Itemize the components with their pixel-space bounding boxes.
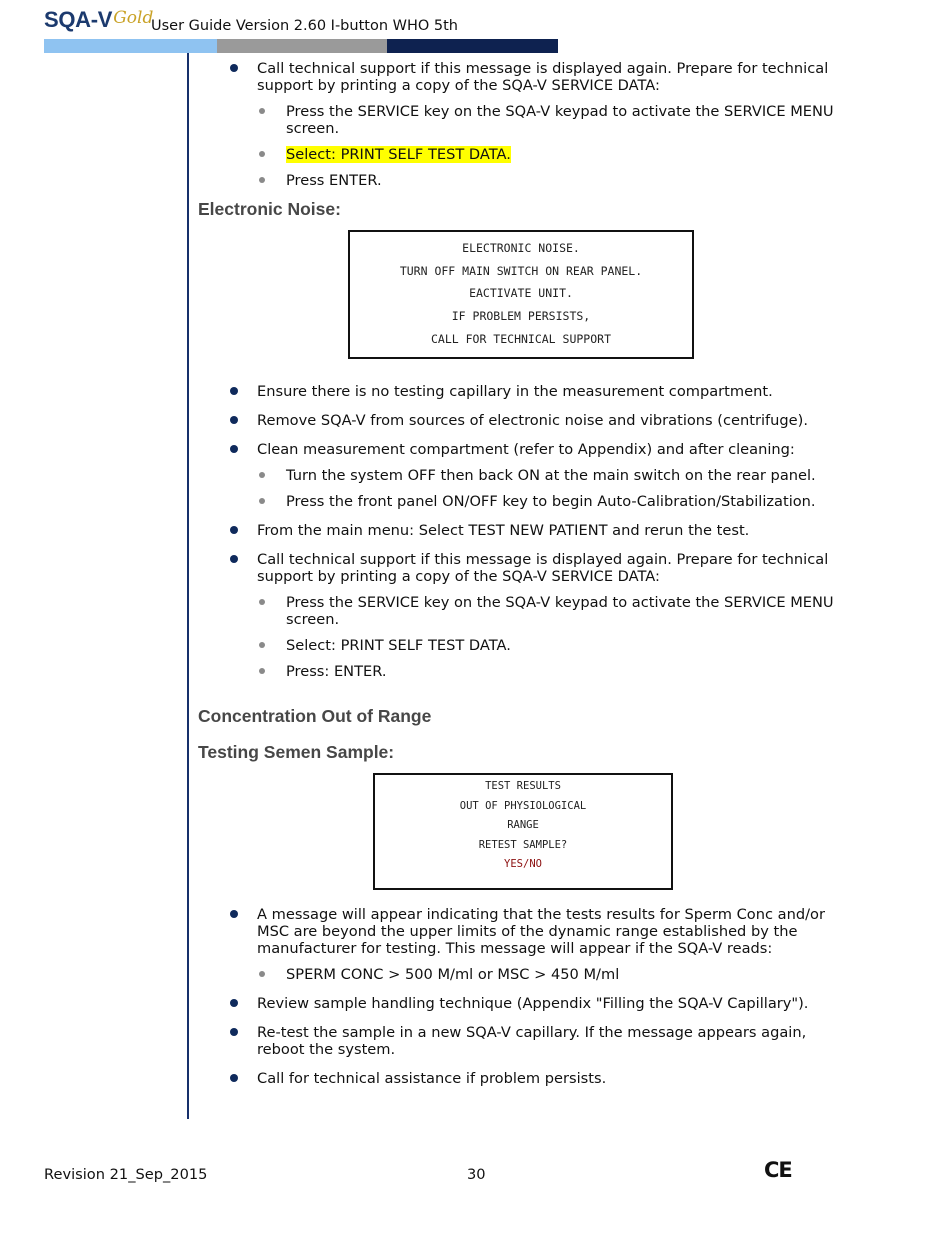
sub-list-item bbox=[286, 594, 858, 628]
document-title: User Guide Version 2.60 I-button WHO 5th bbox=[151, 18, 458, 34]
bullet-text: Review sample handling technique (Appendix "Filling the SQA-V Capillary"). bbox=[257, 995, 809, 1012]
bullet-text: Remove SQA-V from sources of electronic noise and vibrations (centrifuge). bbox=[257, 412, 808, 429]
sub-bullet-text: Press: ENTER. bbox=[286, 663, 387, 680]
page-header bbox=[44, 6, 564, 56]
ce-mark-icon: CE bbox=[764, 1158, 792, 1182]
screen-line: EACTIVATE UNIT. bbox=[469, 286, 573, 301]
sub-list-item bbox=[286, 493, 858, 510]
logo-main-text: SQA-V bbox=[44, 7, 113, 32]
sub-list bbox=[257, 966, 858, 983]
sub-list bbox=[257, 594, 858, 680]
sub-list-item bbox=[286, 172, 858, 189]
header-bar-navy bbox=[387, 39, 558, 53]
logo-gold-text: Gold bbox=[113, 8, 154, 28]
list-item bbox=[257, 551, 858, 680]
section-heading-concentration: Concentration Out of Range bbox=[198, 706, 432, 726]
electronic-noise-bullet-list bbox=[198, 383, 858, 680]
sub-list-item bbox=[286, 103, 858, 137]
list-item bbox=[257, 1070, 858, 1087]
sub-bullet-text: Press the SERVICE key on the SQA-V keypad to activate the SERVICE MENU screen. bbox=[286, 103, 834, 137]
sub-list-item bbox=[286, 966, 858, 983]
bullet-text: From the main menu: Select TEST NEW PATIENT and rerun the test. bbox=[257, 522, 750, 539]
sub-list-item bbox=[286, 663, 858, 680]
footer-revision: Revision 21_Sep_2015 bbox=[44, 1166, 208, 1183]
list-item bbox=[257, 995, 858, 1012]
device-screen-test-results bbox=[373, 773, 673, 890]
list-item bbox=[257, 383, 858, 400]
header-bar-light-blue bbox=[44, 39, 217, 53]
page-content bbox=[198, 60, 858, 1099]
screen-prompt-yes-no: YES/NO bbox=[504, 858, 542, 871]
header-bar-gray bbox=[217, 39, 387, 53]
sub-list-item bbox=[286, 637, 858, 654]
screen-line: IF PROBLEM PERSISTS, bbox=[451, 309, 591, 324]
left-margin-rule bbox=[187, 53, 189, 1119]
bullet-text: Call for technical assistance if problem persists. bbox=[257, 1070, 607, 1087]
screen-line: RETEST SAMPLE? bbox=[478, 838, 568, 851]
sub-bullet-text: Turn the system OFF then back ON at the main switch on the rear panel. bbox=[286, 467, 816, 484]
concentration-bullet-list bbox=[198, 906, 858, 1087]
sub-list-item bbox=[286, 146, 858, 163]
bullet-text: Ensure there is no testing capillary in the measurement compartment. bbox=[257, 383, 773, 400]
sub-list bbox=[257, 103, 858, 189]
bullet-text: A message will appear indicating that the tests results for Sperm Conc and/or MSC are beyond the upper limits of the dynamic range established by the manufacturer for testing. This message will appear if the SQA-V reads: bbox=[257, 906, 825, 957]
sub-bullet-text: Press the SERVICE key on the SQA-V keypad to activate the SERVICE MENU screen. bbox=[286, 594, 834, 628]
sub-list-item bbox=[286, 467, 858, 484]
list-item bbox=[257, 522, 858, 539]
list-item bbox=[257, 441, 858, 510]
bullet-text: Call technical support if this message is displayed again. Prepare for technical support by printing a copy of the SQA-V SERVICE DATA: bbox=[257, 60, 829, 94]
top-bullet-list bbox=[198, 60, 858, 189]
bullet-text: Clean measurement compartment (refer to Appendix) and after cleaning: bbox=[257, 441, 795, 458]
sub-bullet-text: Select: PRINT SELF TEST DATA. bbox=[286, 637, 511, 654]
list-item bbox=[257, 60, 858, 189]
screen-line: TEST RESULTS bbox=[485, 780, 561, 792]
device-screen-electronic-noise bbox=[348, 230, 694, 359]
list-item bbox=[257, 1024, 858, 1058]
sub-bullet-text: Press ENTER. bbox=[286, 172, 382, 189]
sqa-v-gold-logo bbox=[44, 7, 153, 33]
footer-page-number: 30 bbox=[467, 1166, 486, 1183]
highlighted-text: Select: PRINT SELF TEST DATA. bbox=[286, 146, 511, 163]
bullet-text: Call technical support if this message is displayed again. Prepare for technical support by printing a copy of the SQA-V SERVICE DATA: bbox=[257, 551, 829, 585]
screen-line: RANGE bbox=[507, 819, 539, 832]
screen-line: CALL FOR TECHNICAL SUPPORT bbox=[430, 331, 611, 346]
section-heading-electronic-noise: Electronic Noise: bbox=[198, 199, 341, 219]
list-item bbox=[257, 412, 858, 429]
screen-line: TURN OFF MAIN SWITCH ON REAR PANEL. bbox=[399, 263, 643, 278]
bullet-text: Re-test the sample in a new SQA-V capillary. If the message appears again, reboot the system. bbox=[257, 1024, 807, 1058]
sub-list bbox=[257, 467, 858, 510]
screen-line: OUT OF PHYSIOLOGICAL bbox=[459, 799, 587, 812]
sub-bullet-text: SPERM CONC > 500 M/ml or MSC > 450 M/ml bbox=[286, 966, 620, 983]
section-subheading-testing-semen: Testing Semen Sample: bbox=[198, 742, 395, 762]
sub-bullet-text: Press the front panel ON/OFF key to begin Auto-Calibration/Stabilization. bbox=[286, 493, 816, 510]
list-item bbox=[257, 906, 858, 983]
screen-line: ELECTRONIC NOISE. bbox=[462, 241, 580, 255]
